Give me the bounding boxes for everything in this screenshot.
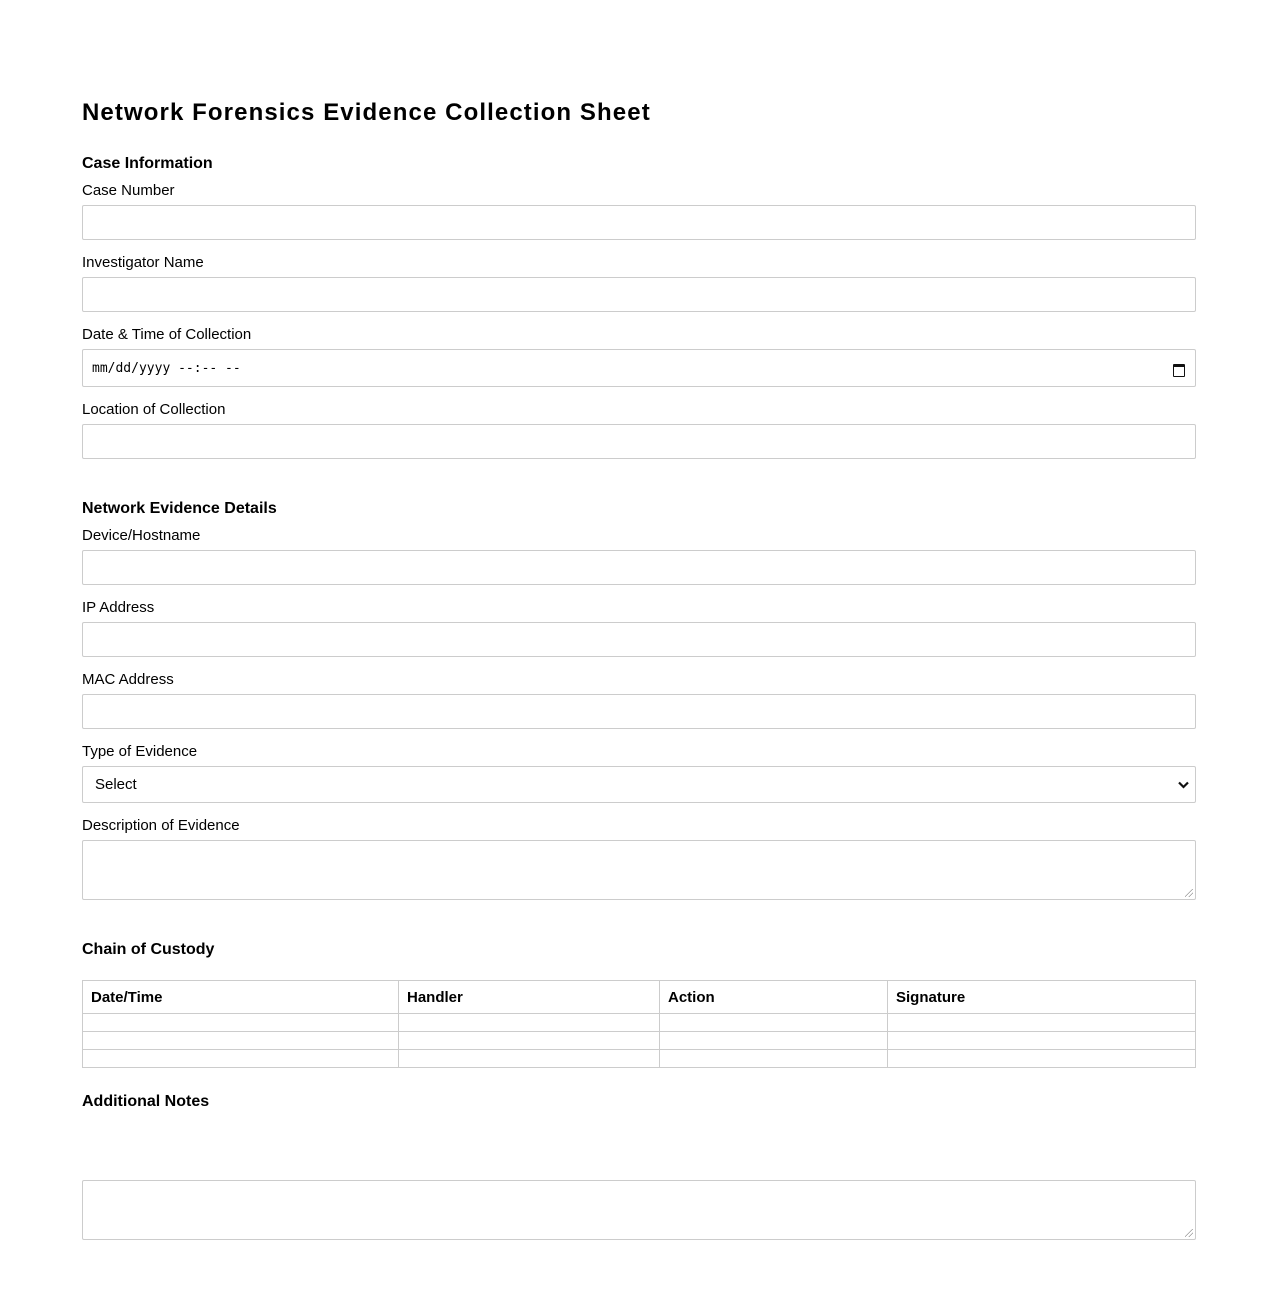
datetime-placeholder: mm/dd/yyyy --:-- -- <box>92 360 241 376</box>
ip-address-input[interactable] <box>82 622 1196 657</box>
table-cell[interactable] <box>660 1050 888 1068</box>
mac-address-label: MAC Address <box>82 671 174 688</box>
column-header-action: Action <box>660 981 888 1014</box>
section-case-information: Case Information <box>82 155 213 172</box>
evidence-form <box>82 0 1196 1110</box>
column-header-signature: Signature <box>888 981 1196 1014</box>
table-row <box>83 1032 1196 1050</box>
section-additional-notes: Additional Notes <box>82 1093 210 1110</box>
evidence-type-selected: Select <box>95 776 137 793</box>
case-number-input[interactable] <box>82 205 1196 240</box>
description-label: Description of Evidence <box>82 817 240 834</box>
datetime-input[interactable] <box>82 349 1196 387</box>
case-number-label: Case Number <box>82 182 175 199</box>
table-cell[interactable] <box>660 1014 888 1032</box>
table-row <box>83 1050 1196 1068</box>
section-network-evidence: Network Evidence Details <box>82 500 277 517</box>
table-cell[interactable] <box>660 1032 888 1050</box>
table-cell[interactable] <box>83 1014 399 1032</box>
table-cell[interactable] <box>399 1032 660 1050</box>
column-header-handler: Handler <box>399 981 660 1014</box>
evidence-type-label: Type of Evidence <box>82 743 198 760</box>
ip-address-label: IP Address <box>82 599 155 616</box>
table-cell[interactable] <box>83 1032 399 1050</box>
datetime-label: Date & Time of Collection <box>82 326 252 343</box>
calendar-icon[interactable] <box>1173 362 1185 374</box>
device-hostname-label: Device/Hostname <box>82 527 201 544</box>
device-hostname-input[interactable] <box>82 550 1196 585</box>
table-header-row <box>83 981 1196 1014</box>
location-input[interactable] <box>82 424 1196 459</box>
investigator-name-input[interactable] <box>82 277 1196 312</box>
mac-address-input[interactable] <box>82 694 1196 729</box>
section-chain-of-custody: Chain of Custody <box>82 941 215 958</box>
description-textarea[interactable] <box>82 840 1196 900</box>
table-cell[interactable] <box>83 1050 399 1068</box>
table-row <box>83 1014 1196 1032</box>
additional-notes-textarea[interactable] <box>82 1180 1196 1240</box>
table-cell[interactable] <box>888 1032 1196 1050</box>
table-cell[interactable] <box>399 1050 660 1068</box>
table-cell[interactable] <box>888 1050 1196 1068</box>
investigator-name-label: Investigator Name <box>82 254 204 271</box>
column-header-datetime: Date/Time <box>83 981 399 1014</box>
location-label: Location of Collection <box>82 401 226 418</box>
chain-of-custody-table <box>82 980 1196 1068</box>
table-cell[interactable] <box>888 1014 1196 1032</box>
table-cell[interactable] <box>399 1014 660 1032</box>
resize-handle-icon[interactable] <box>1185 1229 1193 1237</box>
resize-handle-icon[interactable] <box>1185 889 1193 897</box>
evidence-type-select[interactable] <box>82 766 1196 803</box>
chevron-down-icon <box>1177 779 1189 791</box>
page-title: Network Forensics Evidence Collection Sheet <box>82 99 651 126</box>
